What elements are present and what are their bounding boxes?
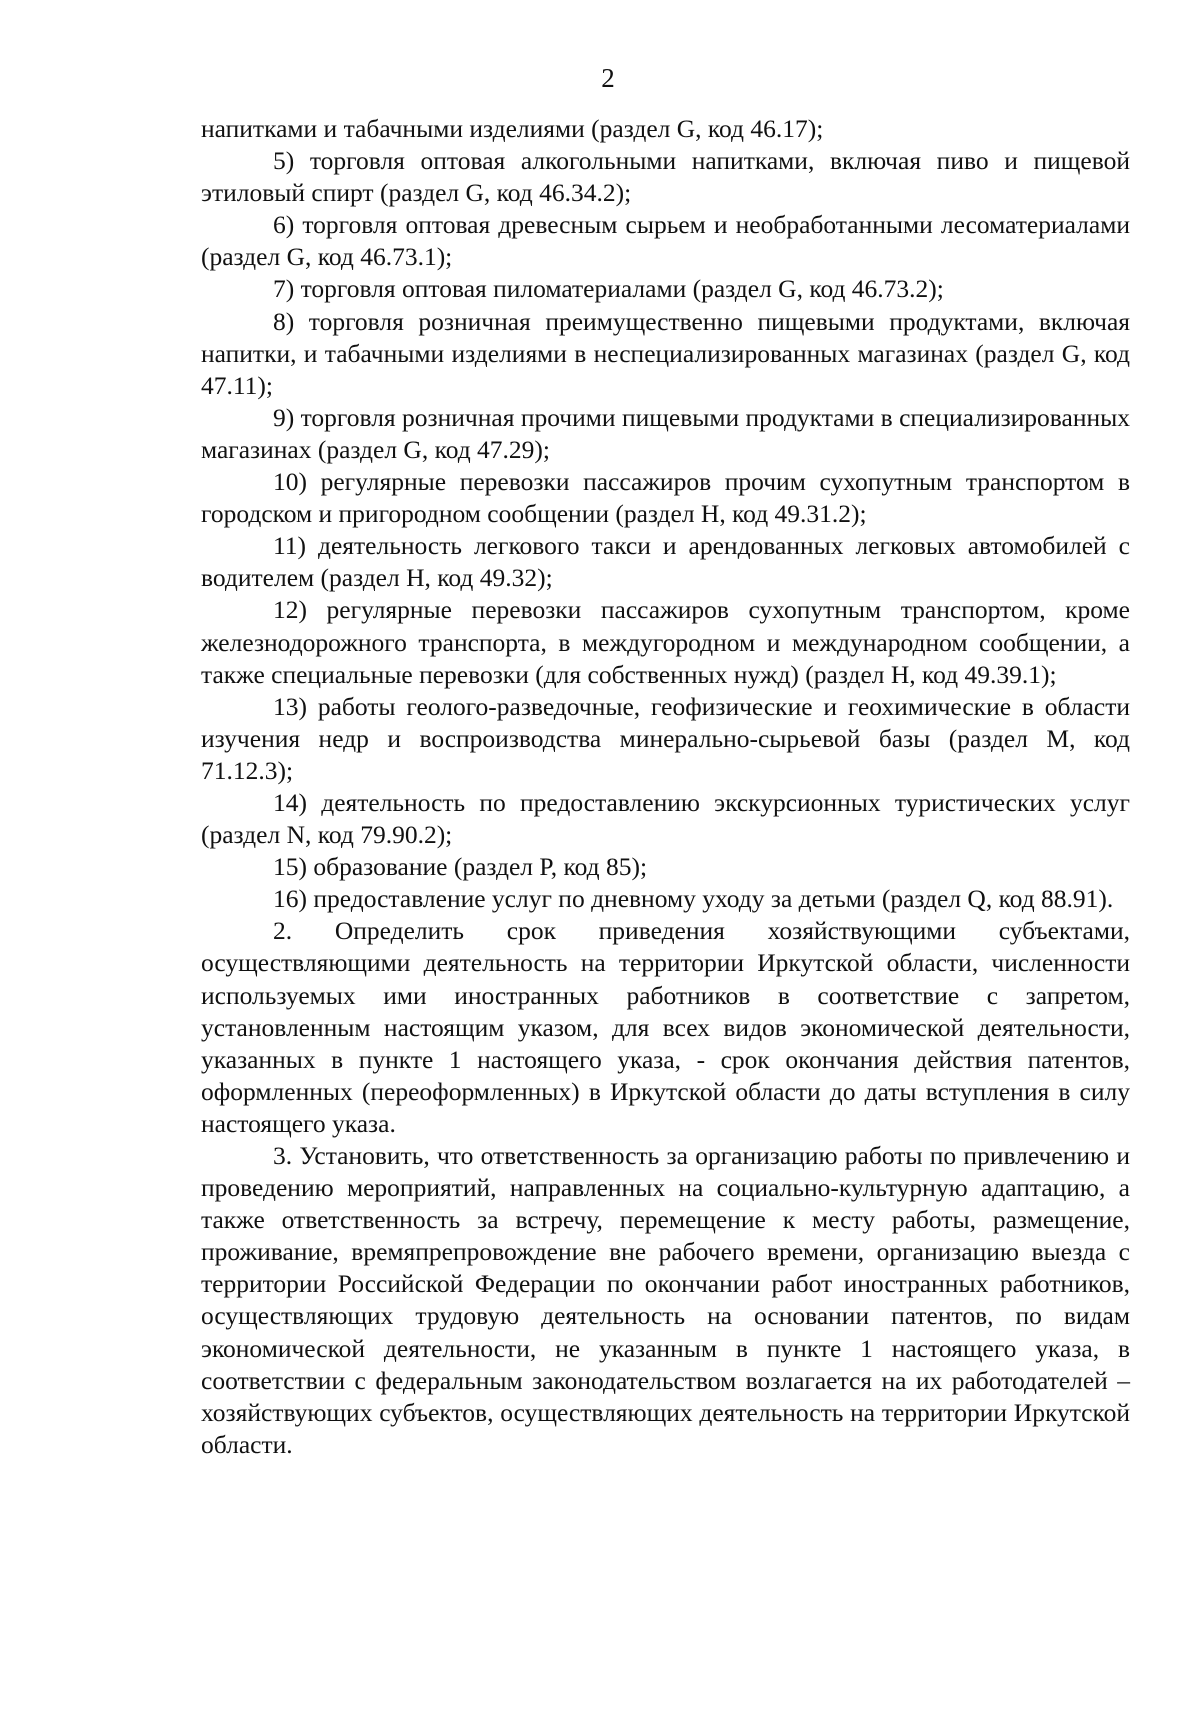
paragraph: 16) предоставление услуг по дневному уходу за детьми (раздел Q, код 88.91). [273,884,1114,914]
paragraph: 14) деятельность по предоставлению экскурсионных туристических услуг (раздел N, код 79.90.2); [201,787,1130,850]
page-number: 2 [601,63,615,93]
paragraph: 6) торговля оптовая древесным сырьем и необработанными лесоматериалами (раздел G, код 46.73.1); [201,210,1130,272]
paragraph: 5) торговля оптовая алкогольными напитками, включая пиво и пищевой этиловый спирт (раздел G, код 46.34.2); [201,146,1130,208]
document-body [201,113,1130,1461]
paragraph: 11) деятельность легкового такси и арендованных легковых автомобилей с водителем (раздел H, код 49.32); [201,531,1130,593]
paragraph: напитками и табачными изделиями (раздел G, код 46.17); [201,114,824,143]
paragraph: 9) торговля розничная прочими пищевыми продуктами в специализированных магазинах (раздел G, код 47.29); [201,402,1130,464]
paragraph: 12) регулярные перевозки пассажиров сухопутным транспортом, кроме железнодорожного транспорта, в междугородном и международном сообщении, а также специальные перевозки (для собственных нужд) (раздел H, код 49.39.1); [201,595,1130,689]
paragraph: 2. Определить срок приведения хозяйствующими субъектами, осуществляющими деятельность на территории Иркутской области, численности используемых ими иностранных работников в соответствие с запретом, установленным настоящим указом, для всех видов экономической деятельности, указанных в пункте 1 настоящего указа, - срок окончания действия патентов, оформленных (переоформленных) в Иркутской области до даты вступления в силу настоящего указа. [201,916,1130,1138]
paragraph: 8) торговля розничная преимущественно пищевыми продуктами, включая напитки, и табачными изделиями в неспециализированных магазинах (раздел G, код 47.11); [201,306,1130,400]
paragraph: 7) торговля оптовая пиломатериалами (раздел G, код 46.73.2); [273,274,944,304]
paragraph: 3. Установить, что ответственность за организацию работы по привлечению и проведению мероприятий, направленных на социально-культурную адаптацию, а также ответственность за встречу, перемещение к месту работы, размещение, проживание, времяпрепровождение вне рабочего времени, организацию выезда с территории Российской Федерации по окончании работ иностранных работников, осуществляющих трудовую деятельность на основании патентов, по видам экономической деятельности, не указанным в пункте 1 настоящего указа, в соответствии с федеральным законодательством возлагается на их работодателей – хозяйствующих субъектов, осуществляющих деятельность на территории Иркутской области. [201,1141,1130,1459]
paragraph: 15) образование (раздел P, код 85); [273,852,648,882]
paragraph: 13) работы геолого-разведочные, геофизические и геохимические в области изучения недр и воспроизводства минерально-сырьевой базы (раздел M, код 71.12.3); [201,691,1130,785]
paragraph: 10) регулярные перевозки пассажиров прочим сухопутным транспортом в городском и пригородном сообщении (раздел H, код 49.31.2); [201,467,1130,529]
